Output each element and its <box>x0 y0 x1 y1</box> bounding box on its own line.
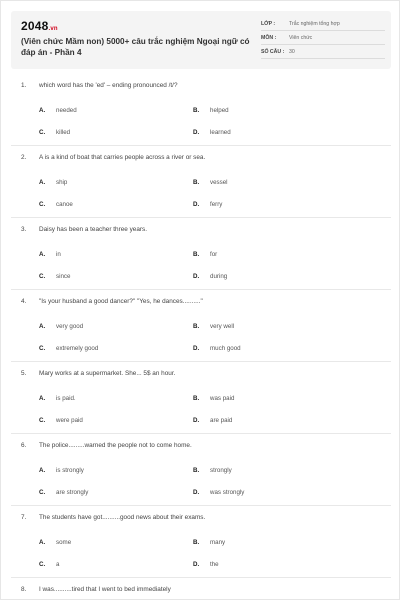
option-letter: B. <box>193 250 200 258</box>
answer-option[interactable] <box>21 539 193 546</box>
question-number: 5. <box>21 370 27 377</box>
meta-key: MÔN : <box>261 34 277 41</box>
question-divider <box>11 361 391 362</box>
question-text: The police.........warned the people not to come home. <box>39 442 192 449</box>
question-text: The students have got..........good news about their exams. <box>39 514 206 521</box>
question-divider <box>11 217 391 218</box>
option-text: learned <box>210 128 231 136</box>
exam-header <box>11 11 391 69</box>
option-row <box>21 193 381 215</box>
option-text: during <box>210 272 228 280</box>
answer-option[interactable] <box>193 323 365 330</box>
question-number: 1. <box>21 82 27 89</box>
option-row <box>21 409 381 431</box>
question-item <box>21 585 381 595</box>
meta-row-class <box>261 17 385 31</box>
option-letter: B. <box>193 466 200 474</box>
question-item <box>21 369 381 431</box>
question-number: 8. <box>21 586 27 593</box>
option-letter: C. <box>39 344 46 352</box>
question-item <box>21 81 381 143</box>
option-text: needed <box>56 106 77 114</box>
answer-option[interactable] <box>21 129 193 136</box>
option-letter: D. <box>193 488 200 496</box>
option-text: was strongly <box>210 488 245 496</box>
option-letter: D. <box>193 200 200 208</box>
answer-option[interactable] <box>21 251 193 258</box>
option-row <box>21 243 381 265</box>
option-row <box>21 387 381 409</box>
option-row <box>21 553 381 575</box>
option-text: in <box>56 250 61 258</box>
answer-option[interactable] <box>21 273 193 280</box>
option-letter: B. <box>193 394 200 402</box>
option-letter: A. <box>39 394 46 402</box>
option-row <box>21 459 381 481</box>
option-text: killed <box>56 128 71 136</box>
option-text: much good <box>210 344 241 352</box>
question-line <box>21 513 381 523</box>
meta-value: Trắc nghiệm tổng hợp <box>289 20 340 27</box>
question-number: 7. <box>21 514 27 521</box>
option-text: very good <box>56 322 84 330</box>
meta-row-count <box>261 45 385 59</box>
option-letter: A. <box>39 322 46 330</box>
option-text: canoe <box>56 200 73 208</box>
question-line <box>21 441 381 451</box>
question-divider <box>11 505 391 506</box>
question-line <box>21 81 381 91</box>
question-item <box>21 297 381 359</box>
option-letter: D. <box>193 344 200 352</box>
meta-value: Viên chức <box>289 34 313 41</box>
option-text: helped <box>210 106 229 114</box>
question-line <box>21 585 381 595</box>
option-letter: D. <box>193 560 200 568</box>
question-line <box>21 225 381 235</box>
option-letter: B. <box>193 322 200 330</box>
answer-option[interactable] <box>21 179 193 186</box>
question-text: I was..........tired that I went to bed immediately <box>39 586 171 593</box>
option-letter: A. <box>39 106 46 114</box>
option-letter: A. <box>39 178 46 186</box>
option-letter: A. <box>39 538 46 546</box>
answer-option[interactable] <box>193 107 365 114</box>
answer-option[interactable] <box>21 345 193 352</box>
option-text: for <box>210 250 218 258</box>
question-divider <box>11 577 391 578</box>
answer-option[interactable] <box>193 395 365 402</box>
option-text: some <box>56 538 72 546</box>
answer-option[interactable] <box>193 417 365 424</box>
exam-meta <box>261 17 385 59</box>
question-text: Mary works at a supermarket. She... 5$ an hour. <box>39 370 176 377</box>
option-letter: C. <box>39 200 46 208</box>
option-letter: B. <box>193 538 200 546</box>
option-letter: D. <box>193 416 200 424</box>
option-text: extremely good <box>56 344 99 352</box>
question-item <box>21 153 381 215</box>
question-item <box>21 441 381 503</box>
answer-option[interactable] <box>193 561 365 568</box>
answer-option[interactable] <box>21 107 193 114</box>
option-row <box>21 99 381 121</box>
answer-option[interactable] <box>21 395 193 402</box>
meta-key: LỚP : <box>261 20 276 27</box>
answer-option[interactable] <box>193 179 365 186</box>
answer-option[interactable] <box>193 489 365 496</box>
option-text: were paid <box>56 416 83 424</box>
option-text: since <box>56 272 71 280</box>
question-line <box>21 153 381 163</box>
option-letter: D. <box>193 272 200 280</box>
option-row <box>21 265 381 287</box>
question-text: which word has the 'ed' – ending pronounced /t/? <box>39 82 178 89</box>
question-number: 3. <box>21 226 27 233</box>
option-letter: C. <box>39 272 46 280</box>
question-text: Daisy has been a teacher three years. <box>39 226 147 233</box>
site-logo[interactable] <box>21 19 58 33</box>
answer-option[interactable] <box>193 273 365 280</box>
option-letter: C. <box>39 488 46 496</box>
meta-row-subject <box>261 31 385 45</box>
option-text: are strongly <box>56 488 89 496</box>
option-letter: D. <box>193 128 200 136</box>
answer-option[interactable] <box>193 539 365 546</box>
option-text: is paid. <box>56 394 76 402</box>
option-text: very well <box>210 322 235 330</box>
question-number: 6. <box>21 442 27 449</box>
question-text: "Is your husband a good dancer?" "Yes, he dances.........." <box>39 298 203 305</box>
page-title: (Viên chức Mầm non) 5000+ câu trắc nghiệm Ngoại ngữ có đáp án - Phần 4 <box>21 37 250 57</box>
logo-tld: .vn <box>48 26 58 32</box>
option-row <box>21 315 381 337</box>
answer-option[interactable] <box>193 467 365 474</box>
option-letter: B. <box>193 106 200 114</box>
option-text: many <box>210 538 226 546</box>
option-text: the <box>210 560 219 568</box>
question-divider <box>11 433 391 434</box>
option-text: strongly <box>210 466 232 474</box>
option-letter: C. <box>39 128 46 136</box>
answer-option[interactable] <box>193 129 365 136</box>
option-text: ferry <box>210 200 223 208</box>
logo-main: 2048 <box>21 19 49 33</box>
answer-option[interactable] <box>193 251 365 258</box>
option-row <box>21 171 381 193</box>
answer-option[interactable] <box>193 201 365 208</box>
answer-option[interactable] <box>21 561 193 568</box>
option-text: are paid <box>210 416 233 424</box>
option-row <box>21 481 381 503</box>
answer-option[interactable] <box>193 345 365 352</box>
answer-option[interactable] <box>21 417 193 424</box>
question-number: 2. <box>21 154 27 161</box>
question-line <box>21 369 381 379</box>
question-line <box>21 297 381 307</box>
option-letter: B. <box>193 178 200 186</box>
meta-value: 30 <box>289 48 295 55</box>
answer-option[interactable] <box>21 489 193 496</box>
question-text: A is a kind of boat that carries people across a river or sea. <box>39 154 206 161</box>
option-row <box>21 121 381 143</box>
option-row <box>21 531 381 553</box>
question-item <box>21 225 381 287</box>
answer-option[interactable] <box>21 201 193 208</box>
question-divider <box>11 145 391 146</box>
question-number: 4. <box>21 298 27 305</box>
option-text: ship <box>56 178 68 186</box>
option-letter: A. <box>39 250 46 258</box>
option-letter: A. <box>39 466 46 474</box>
option-text: vessel <box>210 178 228 186</box>
option-letter: C. <box>39 560 46 568</box>
question-divider <box>11 289 391 290</box>
option-text: was paid <box>210 394 235 402</box>
option-row <box>21 337 381 359</box>
option-letter: C. <box>39 416 46 424</box>
option-text: is strongly <box>56 466 84 474</box>
question-item <box>21 513 381 575</box>
answer-option[interactable] <box>21 467 193 474</box>
option-text: a <box>56 560 60 568</box>
meta-key: SỐ CÂU : <box>261 48 285 55</box>
answer-option[interactable] <box>21 323 193 330</box>
